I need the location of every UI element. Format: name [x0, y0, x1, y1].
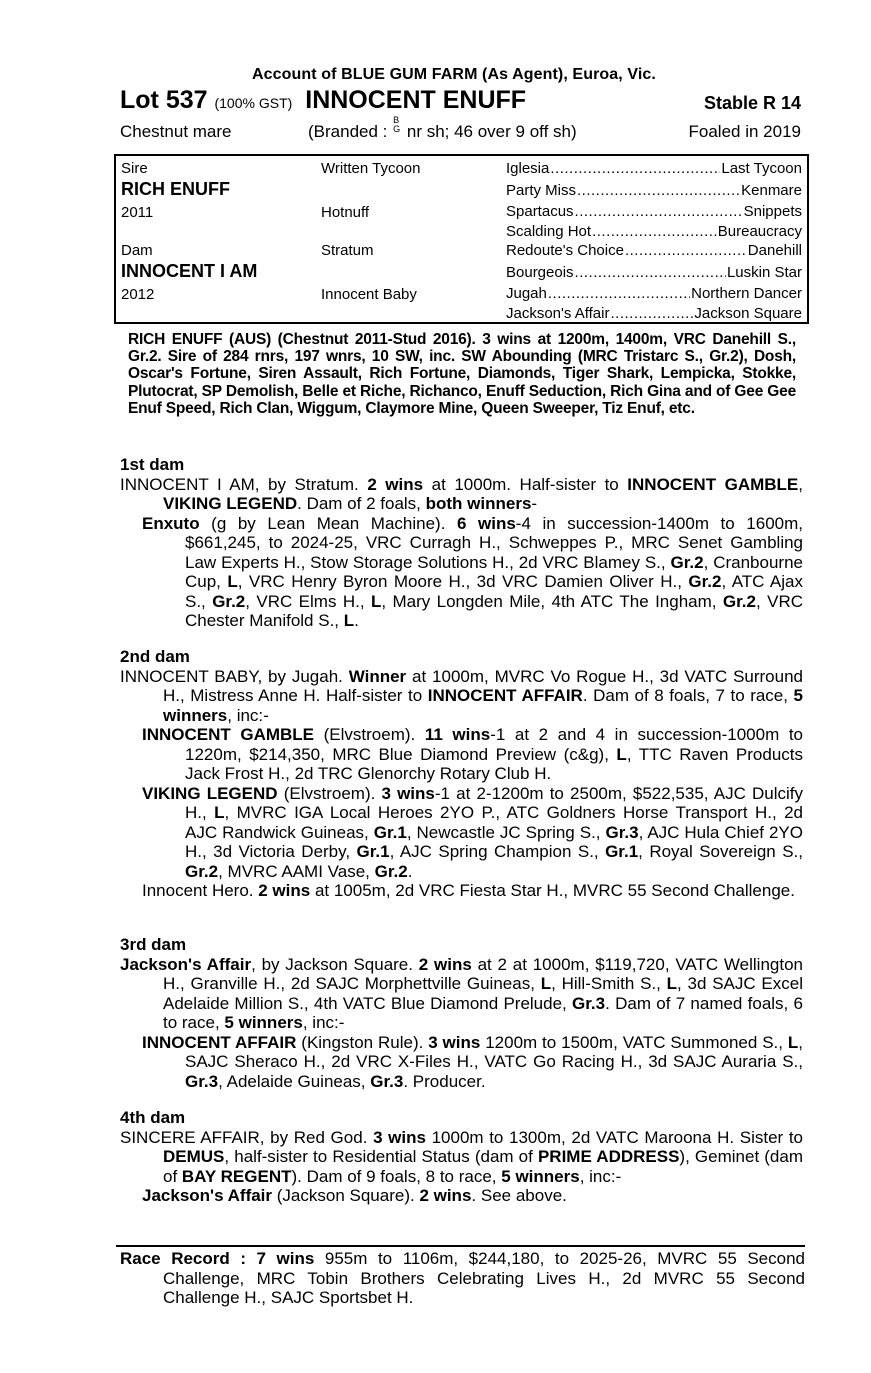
- section-heading: 4th dam: [120, 1108, 186, 1127]
- ancestor-row: Redoute's Choice ..... Danehill: [506, 242, 802, 259]
- sire-summary: RICH ENUFF (AUS) (Chestnut 2011-Stud 2016). 3 wins at 1200m, 1400m, VRC Danehill S., Gr.2. Sire of 284 rnrs, 197 wnrs, 10 SW, inc. SW Abounding (MRC Tristarc S., Gr.2), Dosh, Oscar's Fortune, Siren Assault, Rich Fortune, Diamonds, Tiger Shark, Lempicka, Stokke, Plutocrat, SP Demolish, Belle et Riche, Richanco, Enuff Seduction, Rich Gina and of Gee Gee Enuf Speed, Rich Clan, Wiggum, Claymore Mine, Queen Sweeper, Tiz Enuf, etc.: [128, 331, 796, 417]
- horse-name: INNOCENT ENUFF: [305, 86, 527, 114]
- granddam-1: Hotnuff: [321, 204, 370, 221]
- ancestor-row: Jackson's Affair ..... Jackson Square: [506, 305, 802, 322]
- lot-header: [120, 86, 801, 118]
- dam-name: INNOCENT I AM: [121, 261, 258, 281]
- ancestor-row: Scalding Hot ..... Bureaucracy: [506, 223, 802, 240]
- dam-label: Dam: [121, 242, 153, 259]
- ancestor-row: Spartacus ..... Snippets: [506, 203, 802, 220]
- first-dam-section: [120, 455, 803, 631]
- section-heading: 3rd dam: [120, 935, 187, 954]
- race-record-label: Race Record : 7 wins: [120, 1249, 315, 1268]
- progeny-paragraph: Enxuto (g by Lean Mean Machine). 6 wins-4 in succession-1400m to 1600m, $661,245, to 2024-25, VRC Curragh H., Schweppes P., MRC Senet Gambling Law Experts H., Stow Storage Solutions H., 2d VRC Blamey S., Gr.2, Cranbourne Cup, L, VRC Henry Byron Moore H., 3d VRC Damien Oliver H., Gr.2, ATC Ajax S., Gr.2, VRC Elms H., L, Mary Longden Mile, 4th ATC The Ingham, Gr.2, VRC Chester Manifold S., L.: [142, 513, 804, 630]
- ancestor-row: Party Miss ..... Kenmare: [506, 182, 802, 199]
- second-dam-section: [120, 647, 803, 901]
- ancestor-row: Iglesia ..... Last Tycoon: [506, 160, 802, 177]
- progeny-paragraph: INNOCENT AFFAIR (Kingston Rule). 3 wins 1200m to 1500m, VATC Summoned S., L, SAJC Sheraco H., 2d VRC X-Files H., VATC Go Racing H., 3d SAJC Auraria S., Gr.3, Adelaide Guineas, Gr.3. Producer.: [142, 1032, 803, 1091]
- brand-icon: B G: [393, 115, 401, 134]
- race-record: [116, 1245, 805, 1308]
- horse-details: [120, 115, 801, 144]
- dam-year: 2012: [121, 286, 155, 303]
- brand-description: (Branded : B G nr sh; 46 over 9 off sh): [308, 115, 577, 141]
- account-line: Account of BLUE GUM FARM (As Agent), Euroa, Vic.: [252, 66, 656, 83]
- grandsire-2: Stratum: [321, 242, 374, 259]
- section-heading: 1st dam: [120, 455, 185, 474]
- dam-paragraph: SINCERE AFFAIR, by Red God. 3 wins 1000m to 1300m, 2d VATC Maroona H. Sister to DEMUS, half-sister to Residential Status (dam of PRIME ADDRESS), Geminet (dam of BAY REGENT). Dam of 9 foals, 8 to race, 5 winners, inc:-: [120, 1127, 804, 1186]
- sire-name: RICH ENUFF: [121, 179, 230, 199]
- ancestor-row: Bourgeois ..... Luskin Star: [506, 264, 802, 281]
- stable-code: Stable R 14: [703, 93, 801, 113]
- sire-label: Sire: [121, 160, 148, 177]
- progeny-paragraph: VIKING LEGEND (Elvstroem). 3 wins-1 at 2-1200m to 2500m, $522,535, AJC Dulcify H., L, MVRC IGA Local Heroes 2YO P., ATC Goldners Horse Transport H., 2d AJC Randwick Guineas, Gr.1, Newcastle JC Spring S., Gr.3, AJC Hula Chief 2YO H., 3d Victoria Derby, Gr.1, AJC Spring Champion S., Gr.1, Royal Sovereign S., Gr.2, MVRC AAMI Vase, Gr.2.: [142, 783, 804, 881]
- foaled-year: Foaled in 2019: [688, 122, 801, 141]
- section-heading: 2nd dam: [120, 647, 190, 666]
- fourth-dam-section: [120, 1108, 803, 1206]
- ancestor-row: Jugah ..... Northern Dancer: [506, 285, 802, 302]
- grandsire-1: Written Tycoon: [321, 160, 421, 177]
- granddam-2: Innocent Baby: [321, 286, 417, 303]
- sex-colour: Chestnut mare: [120, 122, 232, 141]
- progeny-paragraph: INNOCENT GAMBLE (Elvstroem). 11 wins-1 at 2 and 4 in succession-1000m to 1220m, $214,350, MRC Blue Diamond Preview (c&g), L, TTC Raven Products Jack Frost H., 2d TRC Glenorchy Rotary Club H.: [142, 725, 804, 783]
- sire-year: 2011: [121, 204, 154, 221]
- pedigree-table: [114, 154, 809, 324]
- progeny-paragraph: Jackson's Affair (Jackson Square). 2 wins. See above.: [142, 1186, 567, 1205]
- dam-paragraph: Jackson's Affair, by Jackson Square. 2 wins at 2 at 1000m, $119,720, VATC Wellington H., Granville H., 2d SAJC Morphettville Guineas, L, Hill-Smith S., L, 3d SAJC Excel Adelaide Million S., 4th VATC Blue Diamond Prelude, Gr.3. Dam of 7 named foals, 6 to race, 5 winners, inc:-: [120, 954, 803, 1032]
- progeny-paragraph: Innocent Hero. 2 wins at 1005m, 2d VRC Fiesta Star H., MVRC 55 Second Challenge.: [142, 881, 795, 900]
- dam-paragraph: INNOCENT BABY, by Jugah. Winner at 1000m, MVRC Vo Rogue H., 3d VATC Surround H., Mistress Anne H. Half-sister to INNOCENT AFFAIR. Dam of 8 foals, 7 to race, 5 winners, inc:-: [120, 666, 804, 725]
- race-record-text: 955m to 1106m, $244,180, to 2025-26, MVRC 55 Second Challenge, MRC Tobin Brothers Celebrating Lives H., 2d MVRC 55 Second Challenge H., SAJC Sportsbet H.: [163, 1249, 805, 1307]
- gst-note: (100% GST): [214, 95, 293, 111]
- lot-number: Lot 537: [120, 86, 208, 114]
- third-dam-section: [120, 935, 803, 1091]
- dam-paragraph: INNOCENT I AM, by Stratum. 2 wins at 1000m. Half-sister to INNOCENT GAMBLE, VIKING LEGEND. Dam of 2 foals, both winners-: [120, 474, 803, 513]
